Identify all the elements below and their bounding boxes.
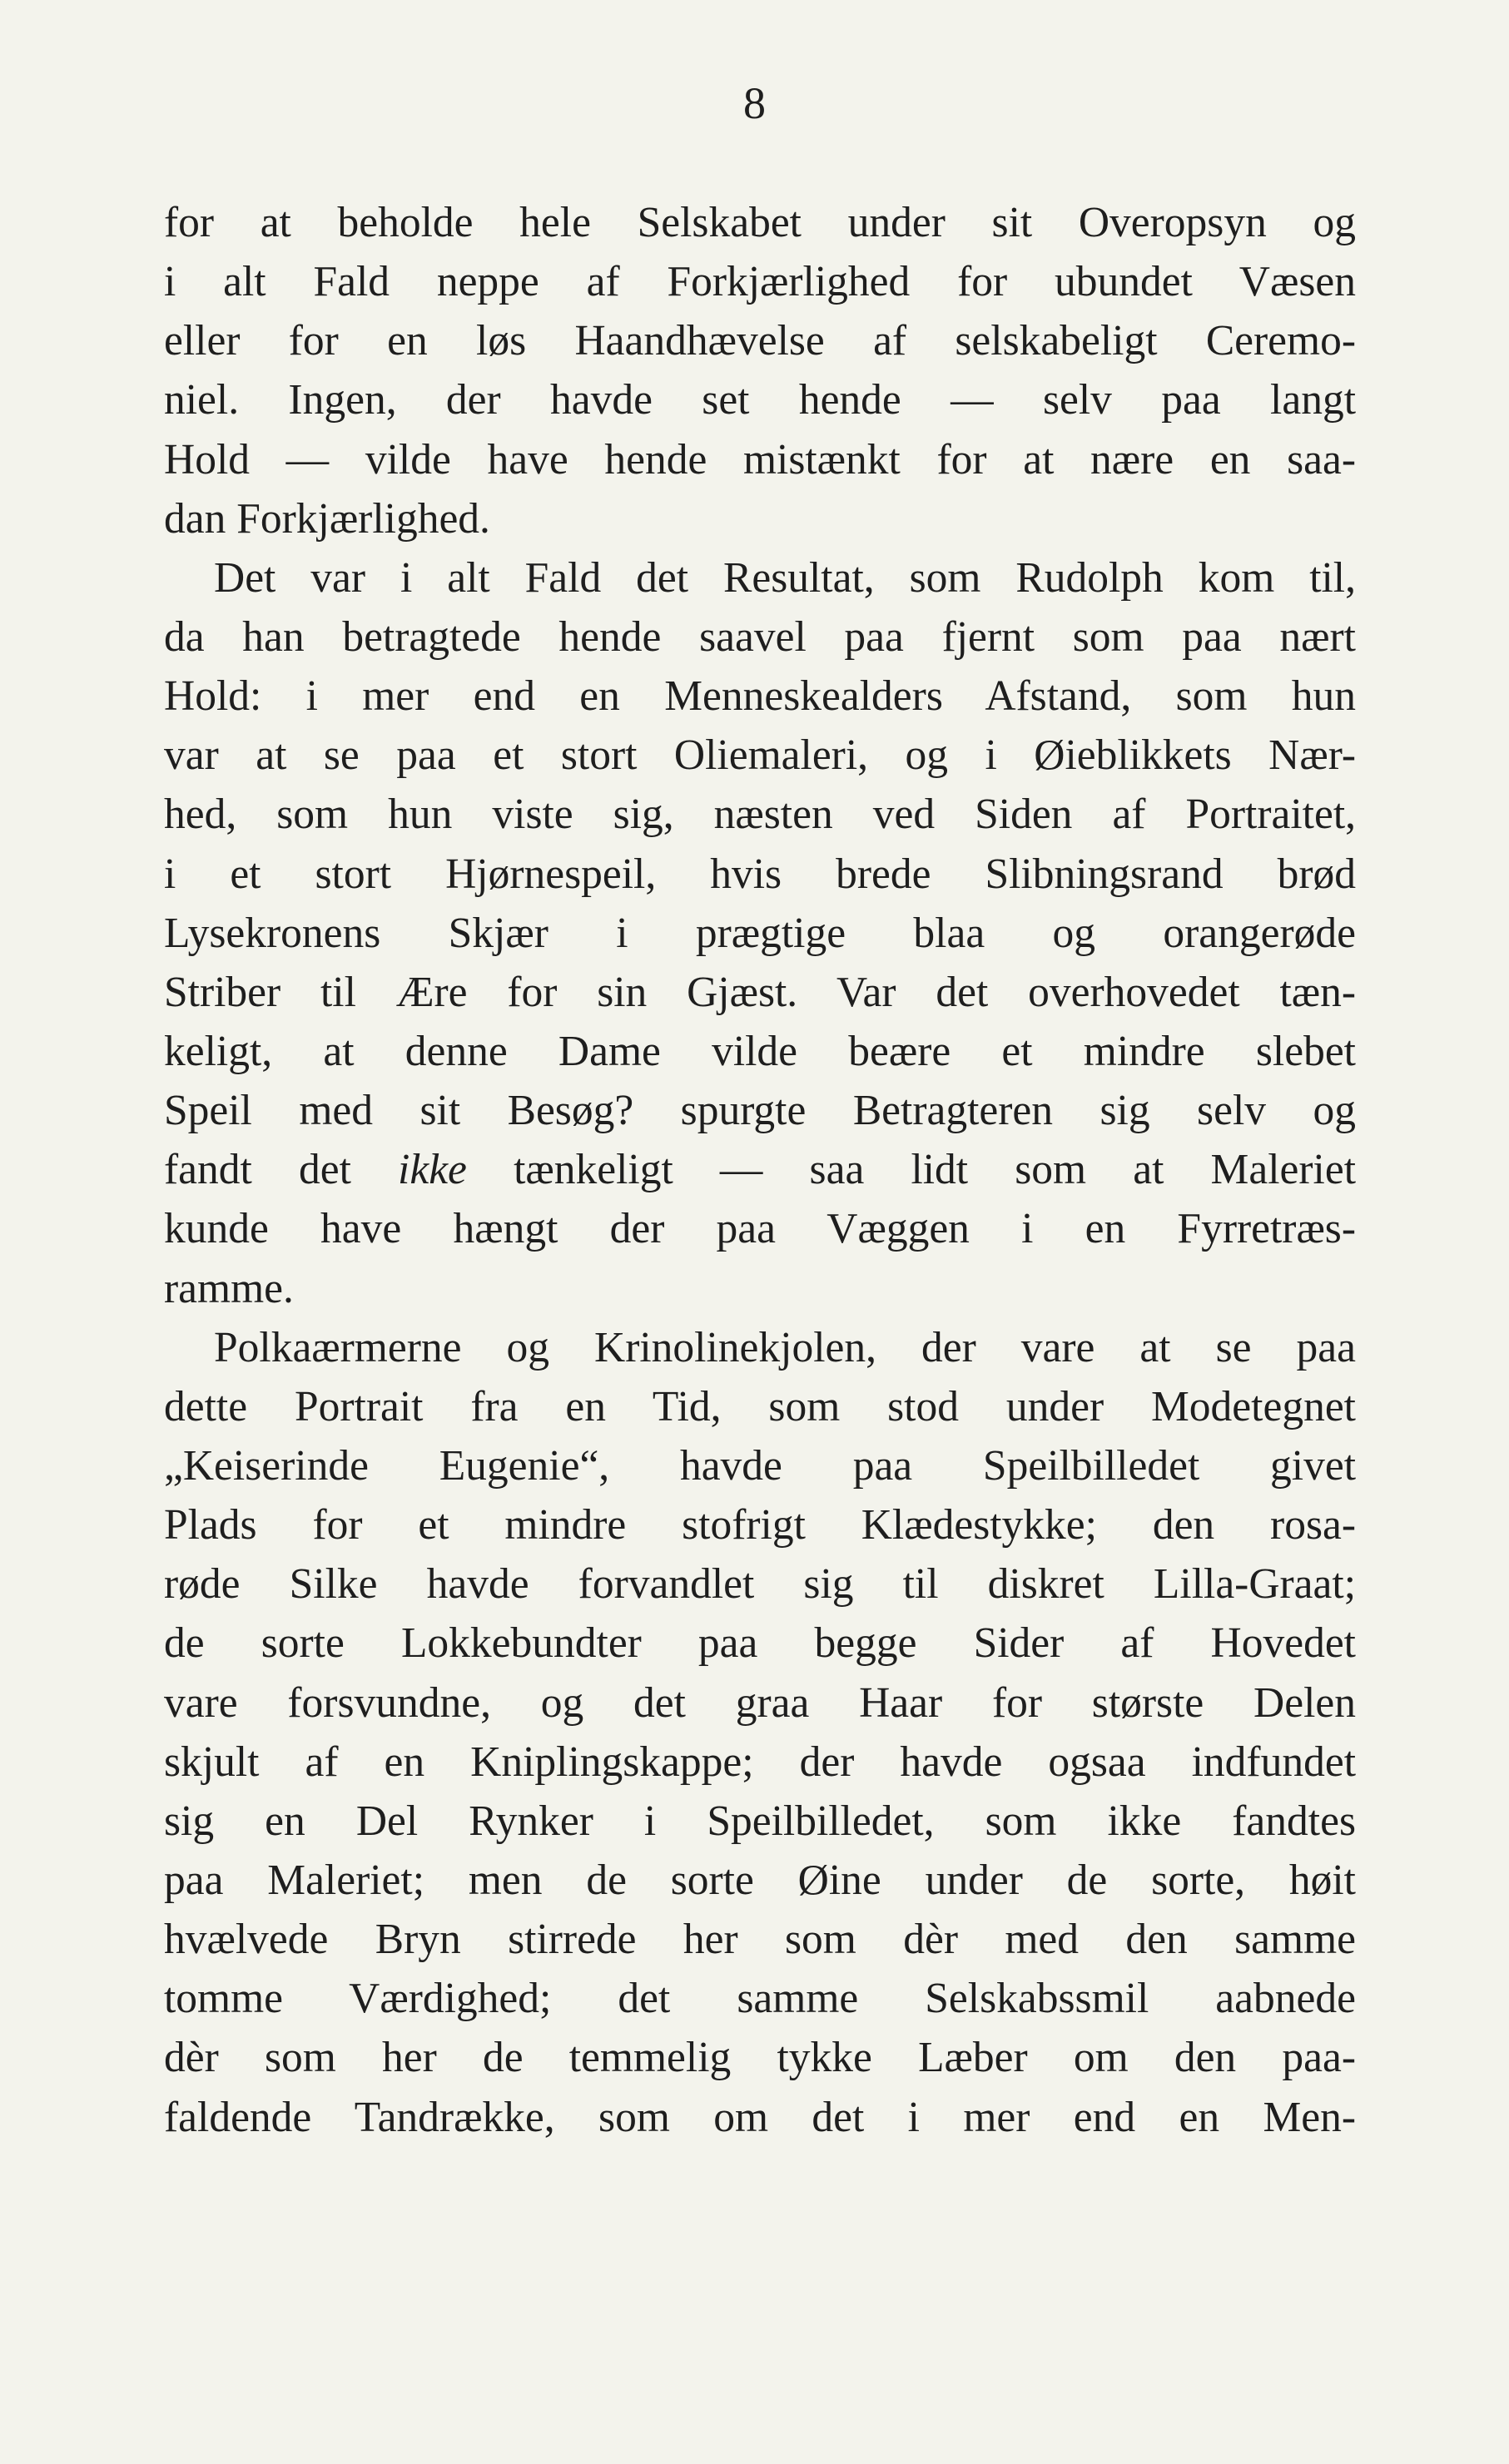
text-line: keligt, at denne Dame vilde beære et mindre slebet — [164, 1027, 1356, 1075]
text-line: Striber til Ære for sin Gjæst. Var det overhovedet tæn- — [164, 968, 1356, 1016]
text-line: røde Silke havde forvandlet sig til diskret Lilla-Graat; — [164, 1560, 1356, 1609]
text-line: dèr som her de temmelig tykke Læber om den paa- — [164, 2034, 1356, 2082]
emphasized-word: ikke — [398, 1146, 467, 1194]
text-line: „Keiserinde Eugenie“, havde paa Speilbilledet givet — [164, 1441, 1356, 1490]
text-line: dette Portrait fra en Tid, som stod under Modetegnet — [164, 1382, 1356, 1430]
text-line: hvælvede Bryn stirrede her som dèr med den samme — [164, 1916, 1356, 1964]
text-line: Polkaærmerne og Krinolinekjolen, der vare at se paa — [214, 1323, 1356, 1371]
text-line: Hold: i mer end en Menneskealders Afstand, som hun — [164, 672, 1356, 721]
text-line: paa Maleriet; men de sorte Øine under de sorte, høit — [164, 1856, 1356, 1904]
text-line: Plads for et mindre stofrigt Klædestykke; den rosa- — [164, 1501, 1356, 1549]
text-line: Hold — vilde have hende mistænkt for at nære en saa- — [164, 435, 1356, 483]
text-line: Lysekronens Skjær i prægtige blaa og orangerøde — [164, 909, 1356, 957]
line-text: fandt det — [164, 1146, 399, 1194]
text-line: ramme. — [164, 1264, 294, 1312]
text-line: sig en Del Rynker i Speilbilledet, som ikke fandtes — [164, 1797, 1356, 1845]
body-text — [164, 193, 1356, 2147]
text-line: de sorte Lokkebundter paa begge Sider af Hovedet — [164, 1619, 1356, 1668]
text-line: niel. Ingen, der havde set hende — selv paa langt — [164, 376, 1356, 424]
line-text: tænkeligt — saa lidt som at Maleriet — [466, 1146, 1357, 1194]
text-line: dan Forkjærlighed. — [164, 494, 490, 543]
text-line: da han betragtede hende saavel paa fjernt som paa nært — [164, 612, 1356, 661]
text-line: kunde have hængt der paa Væggen i en Fyrretræs- — [164, 1205, 1356, 1253]
page-number: 8 — [743, 78, 766, 128]
text-line: i alt Fald neppe af Forkjærlighed for ubundet Væsen — [164, 258, 1356, 306]
text-line — [164, 1140, 1356, 1199]
text-line: hed, som hun viste sig, næsten ved Siden af Portraitet, — [164, 791, 1356, 839]
text-line: for at beholde hele Selskabet under sit Overopsyn og — [164, 199, 1356, 246]
text-line: skjult af en Kniplingskappe; der havde ogsaa indfundet — [164, 1738, 1356, 1786]
text-line: eller for en løs Haandhævelse af selskabeligt Ceremo- — [164, 317, 1356, 365]
text-line: Det var i alt Fald det Resultat, som Rudolph kom til, — [214, 553, 1356, 602]
text-line: Speil med sit Besøg? spurgte Betragteren sig selv og — [164, 1087, 1356, 1135]
text-line: i et stort Hjørnespeil, hvis brede Slibningsrand brød — [164, 850, 1356, 898]
text-line: tomme Værdighed; det samme Selskabssmil aabnede — [164, 1975, 1356, 2023]
text-line: faldende Tandrække, som om det i mer end en Men- — [164, 2093, 1356, 2141]
text-line: vare forsvundne, og det graa Haar for største Delen — [164, 1678, 1356, 1727]
text-line: var at se paa et stort Oliemaleri, og i Øieblikkets Nær- — [164, 731, 1356, 780]
